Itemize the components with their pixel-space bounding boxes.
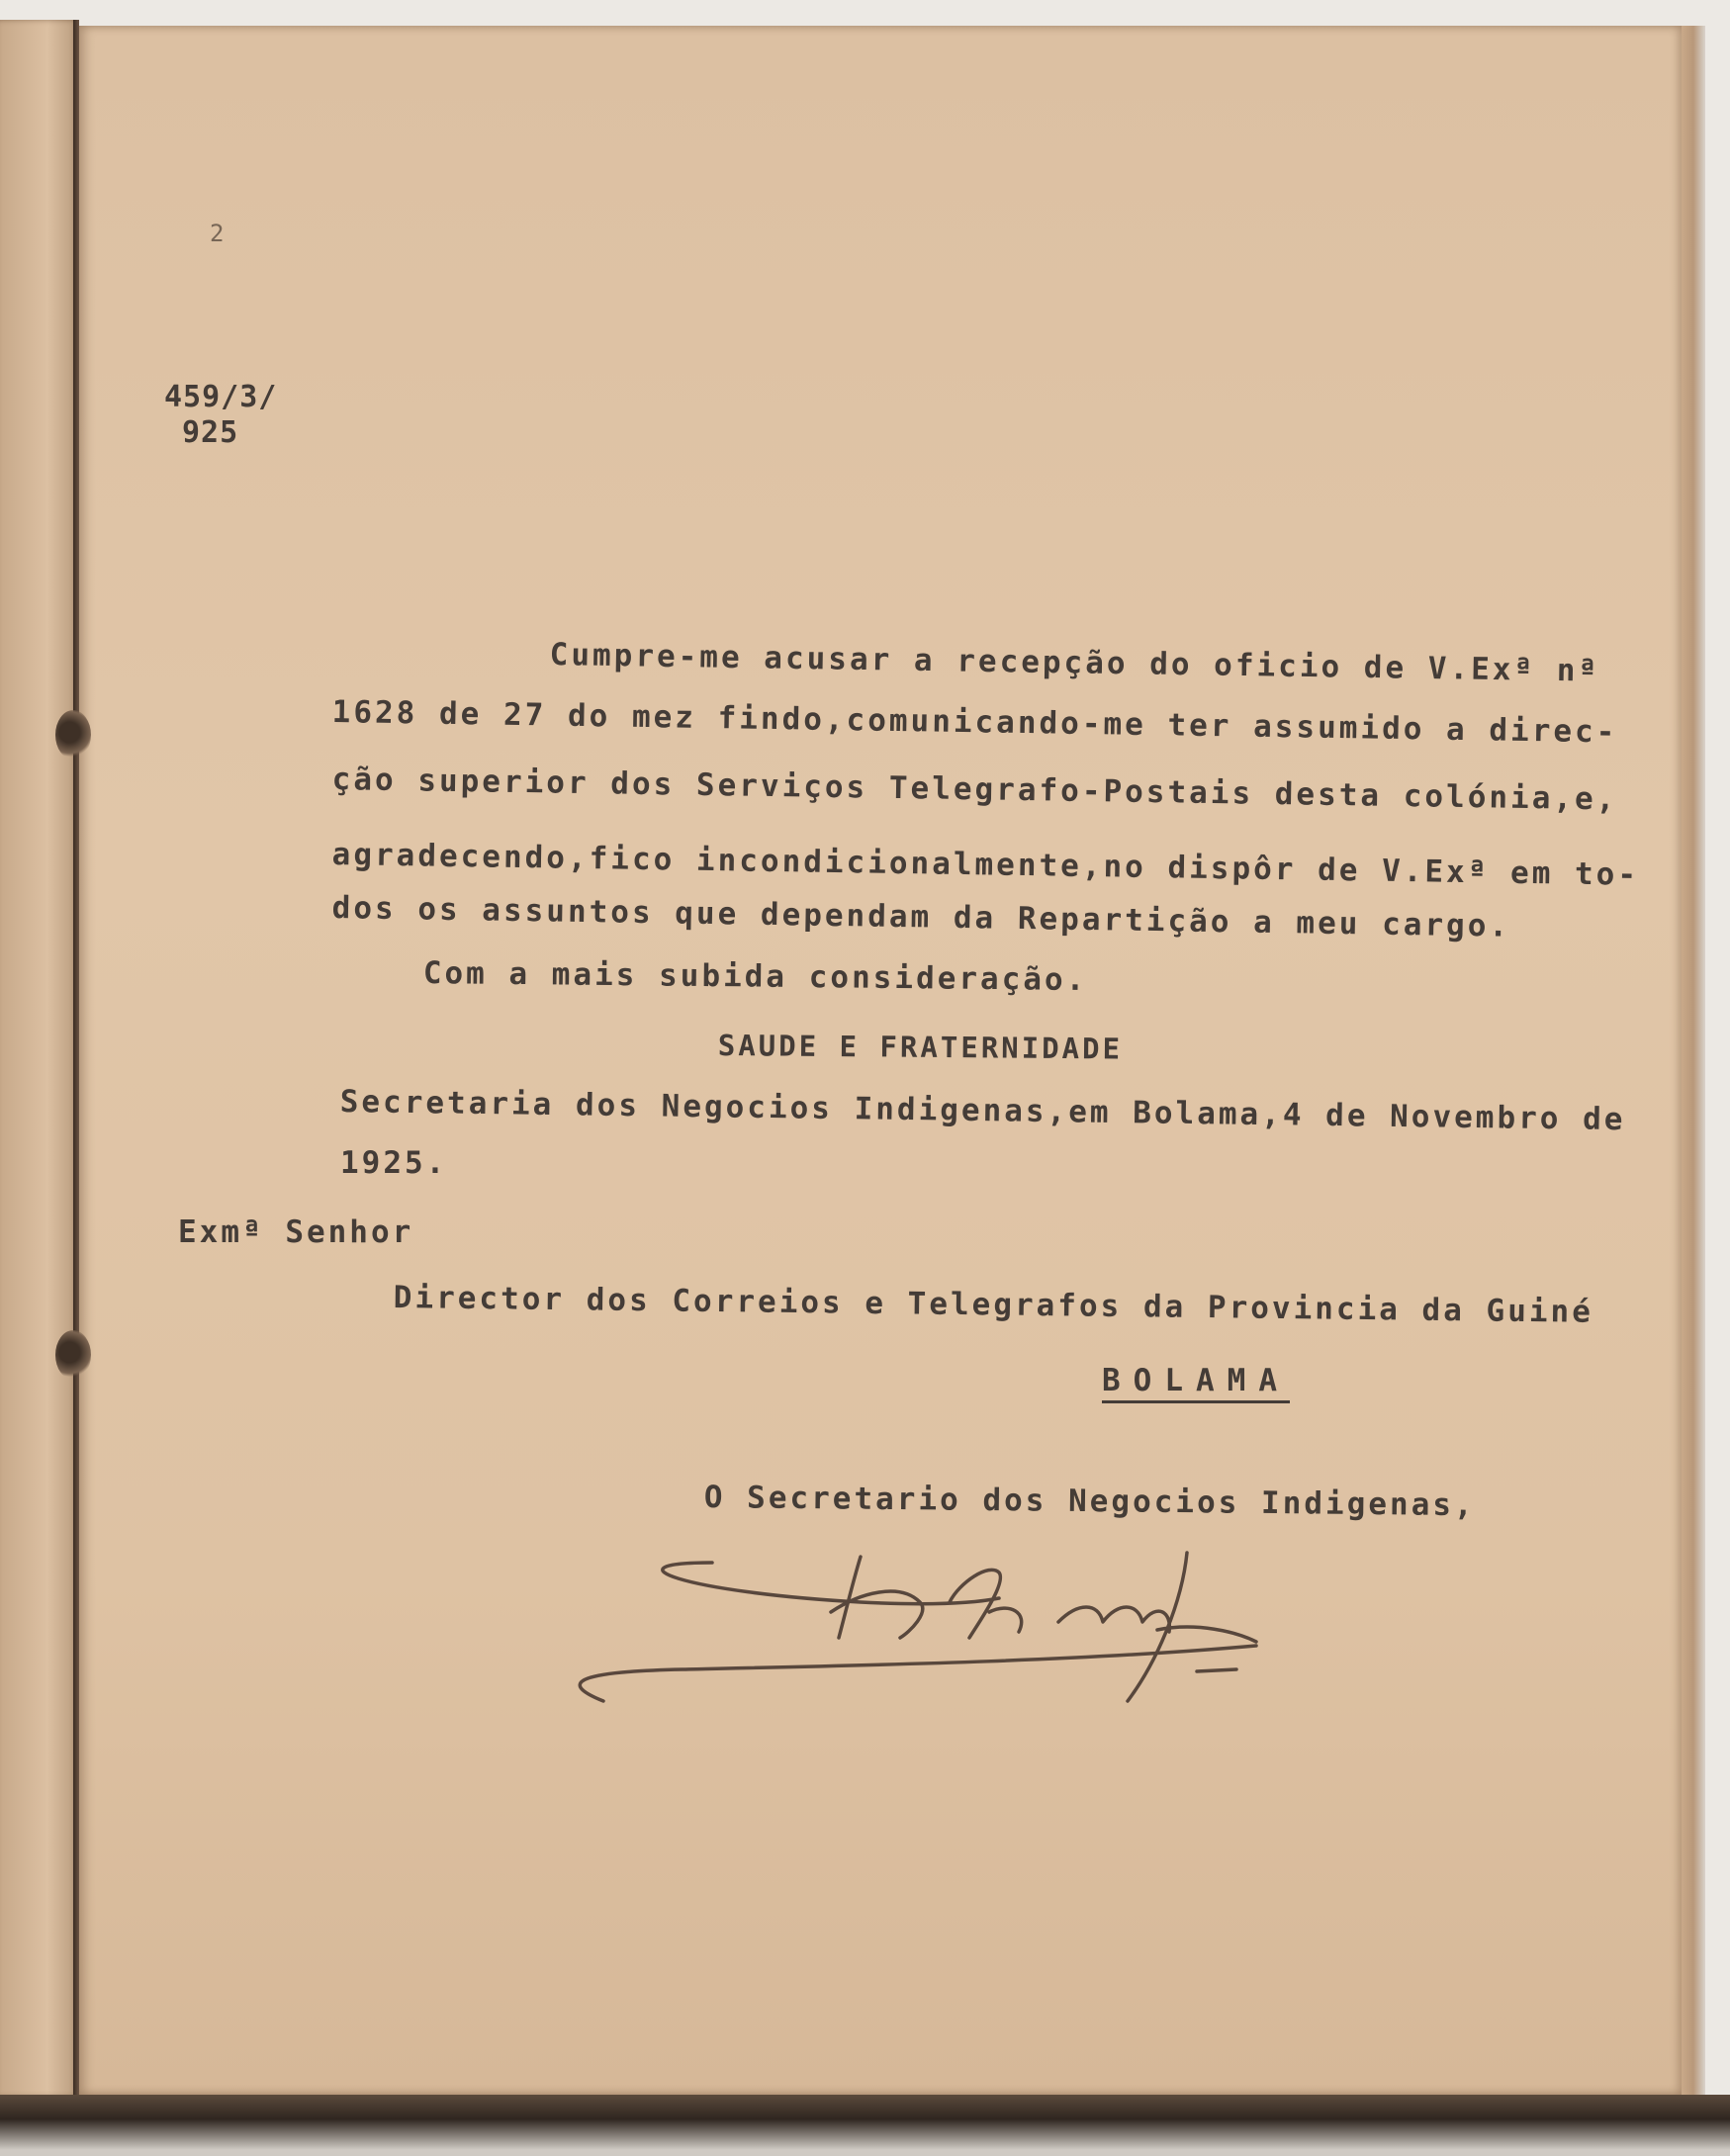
reference-number-line1: 459/3/ (164, 380, 278, 414)
body-line: 1628 de 27 do mez findo,comunicando-me ter assumido a direc- (331, 694, 1618, 751)
body-line: ção superior dos Serviços Telegrafo-Postais desta colónia,e, (331, 762, 1618, 818)
bottom-shadow (0, 2095, 1730, 2156)
salutation: Exmª Senhor (178, 1214, 414, 1250)
recipient-city: BOLAMA (1102, 1363, 1290, 1398)
page-edge (1682, 26, 1705, 2095)
body-line: dos os assuntos que dependam da Repartição a meu cargo. (331, 890, 1511, 944)
recipient-title: Director dos Correios e Telegrafos da Provincia da Guiné (393, 1280, 1594, 1330)
body-line: Cumpre-me acusar a recepção do oficio de V.Exª nª (549, 637, 1600, 689)
date-line-year: 1925. (340, 1145, 448, 1181)
closing-line: Com a mais subida consideração. (422, 955, 1088, 999)
page-number: 2 (210, 220, 227, 247)
binding-stitch (55, 710, 91, 760)
sender-title: O Secretario dos Negocios Indigenas, (703, 1480, 1476, 1524)
binding-stitch (55, 1330, 91, 1380)
motto: SAUDE E FRATERNIDADE (717, 1029, 1124, 1066)
reference-number-line2: 925 (182, 415, 239, 450)
left-facing-page (0, 20, 79, 2097)
body-line: agradecendo,fico incondicionalmente,no dispôr de V.Exª em to- (331, 837, 1640, 893)
handwritten-signature (564, 1543, 1276, 1711)
date-line: Secretaria dos Negocios Indigenas,em Bolama,4 de Novembro de (339, 1084, 1626, 1138)
